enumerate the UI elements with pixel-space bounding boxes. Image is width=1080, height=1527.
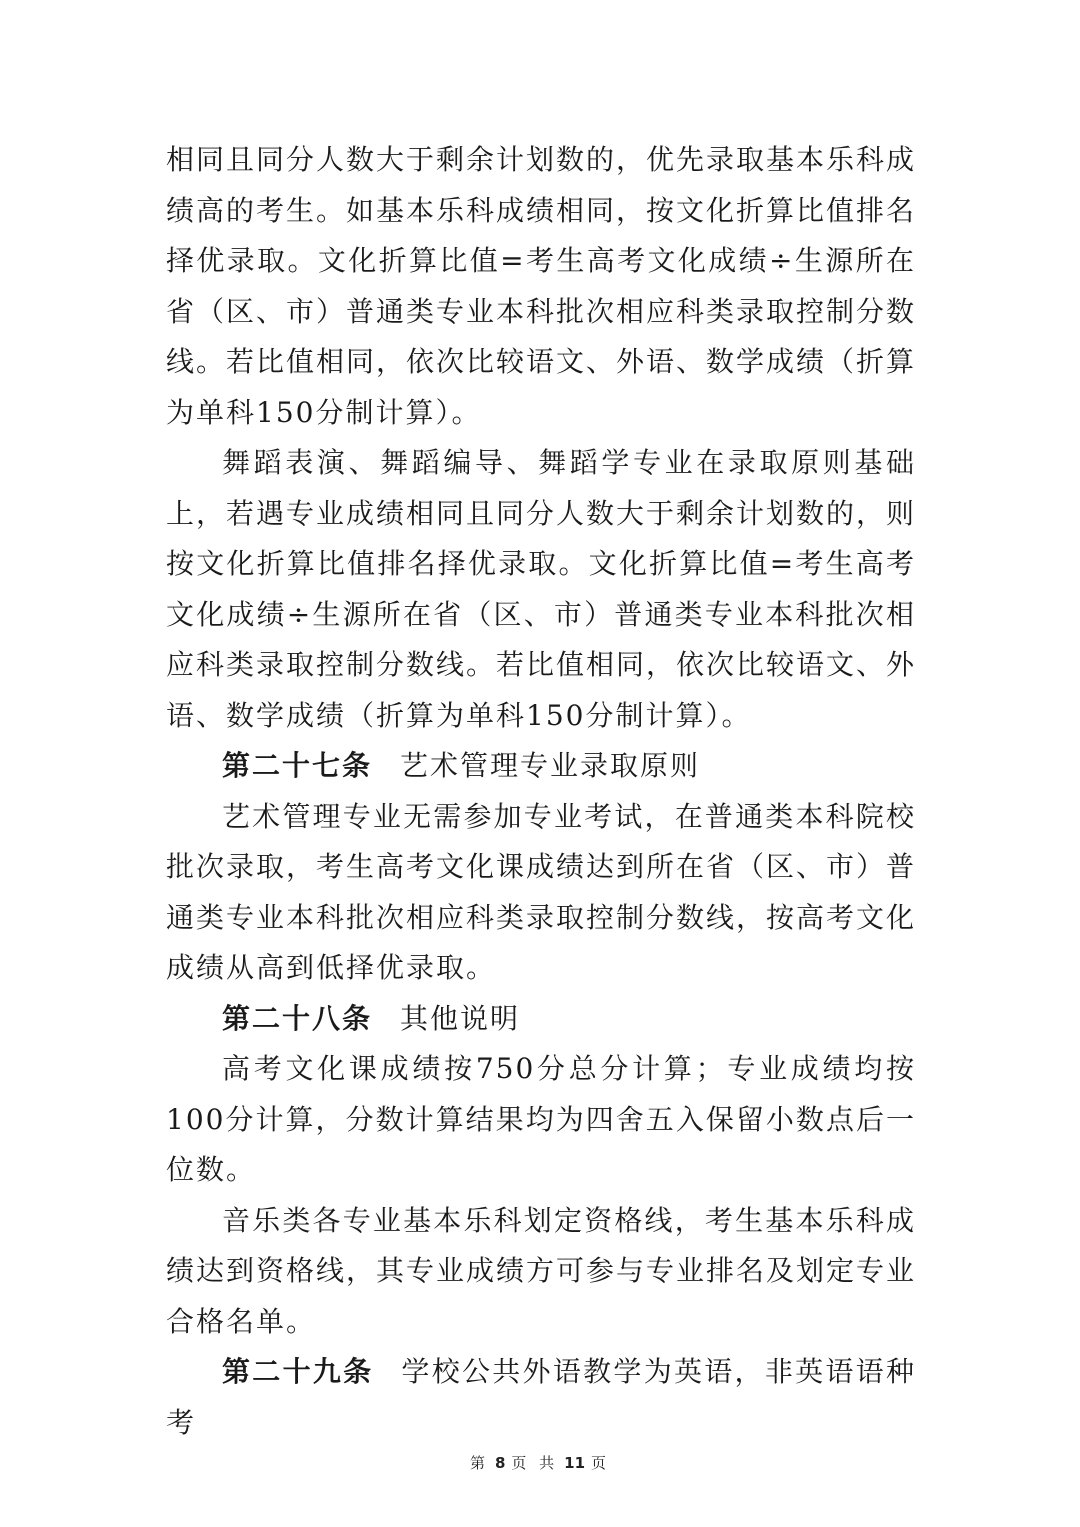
article-29-label: 第二十九条 [222,1355,374,1388]
article-28-body-scores: 高考文化课成绩按750分总分计算；专业成绩均按100分计算，分数计算结果均为四舍五入保留小数点后一位数。 [166,1052,916,1186]
page-footer [0,1452,1080,1473]
article-27-body: 艺术管理专业无需参加专业考试，在普通类本科院校批次录取，考生高考文化课成绩达到所在省（区、市）普通类专业本科批次相应科类录取控制分数线，按高考文化成绩从高到低择优录取。 [166,799,917,984]
article-28-heading [166,994,916,1045]
article-28-label: 第二十八条 [222,1001,373,1035]
article-28-title: 其他说明 [400,1001,521,1035]
footer-middle: 页 共 [511,1454,559,1472]
footer-total-pages: 11 [564,1454,586,1472]
paragraph-dance: 舞蹈表演、舞蹈编导、舞蹈学专业在录取原则基础上，若遇专业成绩相同且同分人数大于剩余计划数的，则按文化折算比值排名择优录取。文化折算比值=考生高考文化成绩÷生源所在省（区、市）普通类专业本科批次相应科类录取控制分数线。若比值相同，依次比较语文、外语、数学成绩（折算为单科150分制计算）。 [166,446,917,732]
footer-prefix: 第 [469,1454,489,1472]
article-27-heading [166,741,916,792]
article-28-body-music: 音乐类各专业基本乐科划定资格线，考生基本乐科成绩达到资格线，其专业成绩方可参与专业排名及划定专业合格名单。 [166,1203,917,1338]
article-29-title: 学校公共外语教学为英语，非英语语种考 [166,1355,916,1439]
paragraph-continued: 相同且同分人数大于剩余计划数的，优先录取基本乐科成绩高的考生。如基本乐科成绩相同，按文化折算比值排名择优录取。文化折算比值=考生高考文化成绩÷生源所在省（区、市）普通类专业本科批次相应科类录取控制分数线。若比值相同，依次比较语文、外语、数学成绩（折算为单科150分制计算）。 [166,143,917,429]
footer-current-page: 8 [494,1454,506,1472]
article-29-heading [166,1347,916,1448]
article-27-label: 第二十七条 [222,749,373,782]
footer-suffix: 页 [591,1454,611,1472]
article-27-title: 艺术管理专业录取原则 [400,749,701,782]
document-body [166,135,916,1448]
